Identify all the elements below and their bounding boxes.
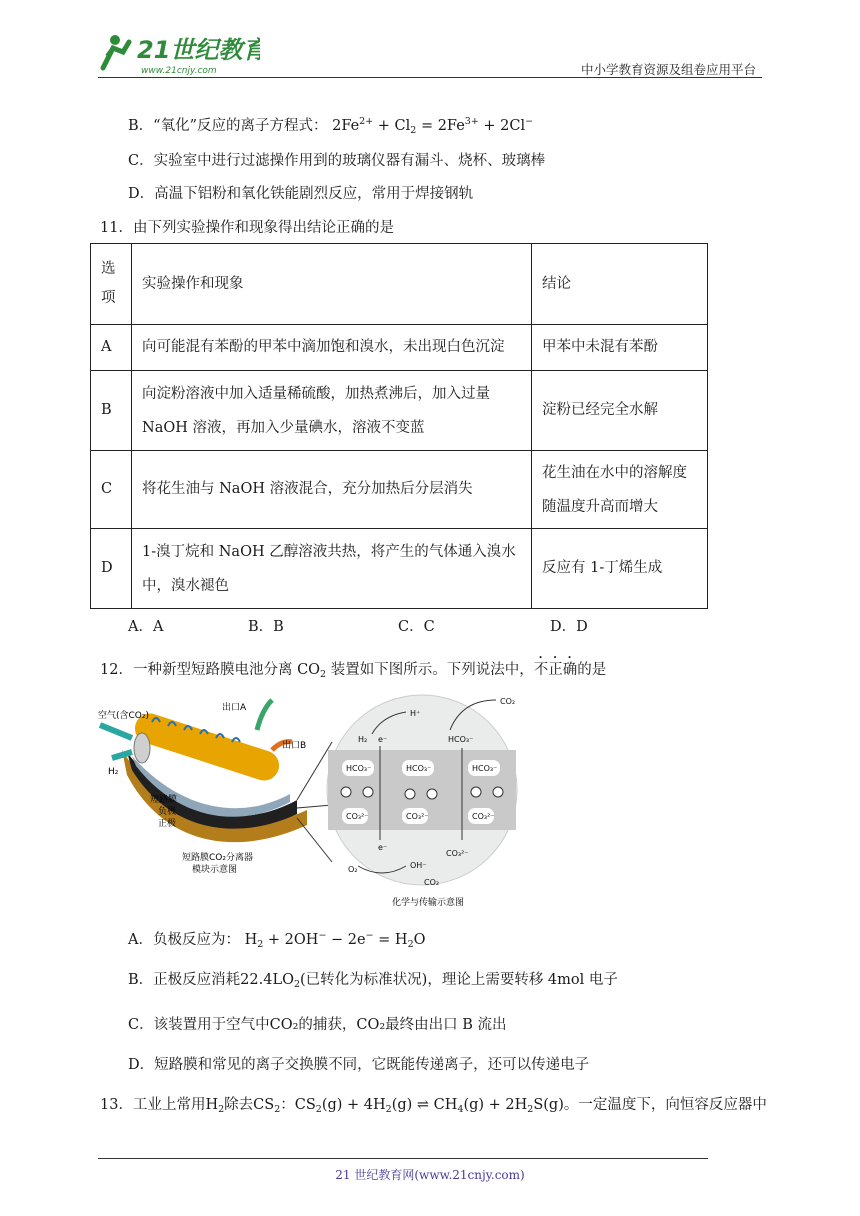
q12-stem: 12．一种新型短路膜电池分离 $CO_2$ 装置如下图所示。下列说法中，不正确的是 [100,662,607,680]
q12-stem-b: 装置如下图所示。下列说法中， [330,662,534,678]
header-operation: 实验操作和现象 [132,244,532,325]
svg-text:CO₃²⁻: CO₃²⁻ [406,812,429,821]
logo-url: www.21cnjy.com [141,66,217,76]
q12-option-b: B．正极反应消耗$22.4LO_2$(已转化为标准状况)，理论上需要转移 4mol 电子 [128,972,618,990]
q11-stem: 11．由下列实验操作和现象得出结论正确的是 [100,220,394,236]
footer-text: 21 世纪教育网(www.21cnjy.com) [335,1168,525,1182]
label-membrane: 短路膜 [150,795,178,805]
footer-divider [98,1158,708,1159]
q12-option-b-suffix: (已转化为标准状况)，理论上需要转移 4mol 电子 [300,972,618,988]
svg-text:CO₂: CO₂ [424,878,440,887]
q13-stem-a: 13．工业上常用 [100,1097,206,1113]
svg-text:HCO₃⁻: HCO₃⁻ [472,764,498,773]
table-row [91,529,708,609]
caption-right: 化学与传输示意图 [392,898,465,908]
q12-option-a-text: A．负极反应为： [128,932,240,948]
row-operation: 1-溴丁烷和 NaOH 乙醇溶液共热，将产生的气体通入溴水中，溴水褪色 [132,529,532,609]
row-conclusion: 淀粉已经完全水解 [532,371,708,451]
q13-stem-c: 。一定温度下，向恒容反应器中 [563,1097,767,1113]
svg-text:HCO₃⁻: HCO₃⁻ [346,764,372,773]
q11-option-b: B．B [248,619,284,635]
row-conclusion: 花生油在水中的溶解度随温度升高而增大 [532,451,708,529]
q12-figure [92,690,542,910]
row-conclusion: 反应有 1-丁烯生成 [532,529,708,609]
q12-stem-c: 的是 [577,662,607,678]
header-divider [98,77,762,78]
label-anode: 负极 [158,807,177,817]
svg-text:CO₃²⁻: CO₃²⁻ [472,812,495,821]
label-h2: H₂ [108,767,119,777]
label-cathode: 正极 [158,819,177,829]
q12-option-b-text: B．正极反应消耗 [128,972,241,988]
table-row [91,325,708,371]
q10-option-d: D．高温下铝粉和氧化铁能剧烈反应，常用于焊接钢轨 [128,186,474,202]
site-logo [95,28,260,78]
svg-text:O₂: O₂ [348,865,358,874]
table-row [91,451,708,529]
q11-table [90,243,708,609]
row-label: C [91,451,132,529]
q12-option-c: C．该装置用于空气中CO₂的捕获，CO₂最终由出口 B 流出 [128,1017,507,1033]
q11-option-c: C．C [398,619,435,635]
header-platform-text: 中小学教育资源及组卷应用平台 [580,62,756,77]
q12-option-a: A．负极反应为： $H_2 + 2OH^- - 2e^- = H_2O$ [128,930,426,950]
header-conclusion: 结论 [532,244,708,325]
svg-text:e⁻: e⁻ [378,843,388,852]
q10-option-b [128,112,533,141]
caption-left-2: 模块示意图 [192,865,238,875]
svg-text:e⁻: e⁻ [378,735,388,744]
q12-stem-emphasis: 不正确 [533,662,578,678]
row-conclusion: 甲苯中未混有苯酚 [532,325,708,371]
svg-text:HCO₃⁻: HCO₃⁻ [448,735,474,744]
row-label: B [91,371,132,451]
svg-text:OH⁻: OH⁻ [410,861,427,870]
row-operation: 向淀粉溶液中加入适量稀硫酸，加热煮沸后，加入过量NaOH 溶液，再加入少量碘水，溶液不变蓝 [132,371,532,451]
row-operation: 将花生油与 NaOH 溶液混合，充分加热后分层消失 [132,451,532,529]
caption-left-1: 短路膜CO₂分离器 [182,853,253,863]
row-label: A [91,325,132,371]
q10-option-b-text: B．“氧化”反应的离子方程式： [128,118,328,134]
svg-text:CO₃²⁻: CO₃²⁻ [446,849,469,858]
q10-option-b-equation: $2Fe^{2+} + Cl_2 = 2Fe^{3+} + 2Cl^-$ [332,116,534,136]
svg-text:H⁺: H⁺ [410,709,421,718]
q10-option-c: C．实验室中进行过滤操作用到的玻璃仪器有漏斗、烧杯、玻璃棒 [128,153,546,169]
svg-text:CO₂: CO₂ [500,697,516,706]
label-outlet-a: 出口A [222,703,247,713]
logo-text: 21世纪教育 [137,36,260,64]
q12-stem-a: 12．一种新型短路膜电池分离 [100,662,293,678]
table-row [91,371,708,451]
q13-stem-b: 除去 [224,1097,254,1113]
svg-text:HCO₃⁻: HCO₃⁻ [406,764,432,773]
q11-option-d: D．D [550,619,588,635]
q13-stem: 13．工业上常用$H_2$除去$CS_2$：$CS_2(g) + 4H_2(g)$ ⇌ $CH_4(g) + 2H_2S(g)$。一定温度下，向恒容反应器中 [100,1097,767,1115]
svg-text:CO₃²⁻: CO₃²⁻ [346,812,369,821]
row-label: D [91,529,132,609]
label-air: 空气(含CO₂) [98,711,149,721]
q11-option-a: A．A [128,619,164,635]
label-outlet-b: 出口B [282,741,307,751]
q12-option-d: D．短路膜和常见的离子交换膜不同，它既能传递离子，还可以传递电子 [128,1057,590,1073]
header-option: 选 项 [91,244,132,325]
row-operation: 向可能混有苯酚的甲苯中滴加饱和溴水，未出现白色沉淀 [132,325,532,371]
svg-text:H₂: H₂ [358,735,368,744]
table-header-row [91,244,708,325]
